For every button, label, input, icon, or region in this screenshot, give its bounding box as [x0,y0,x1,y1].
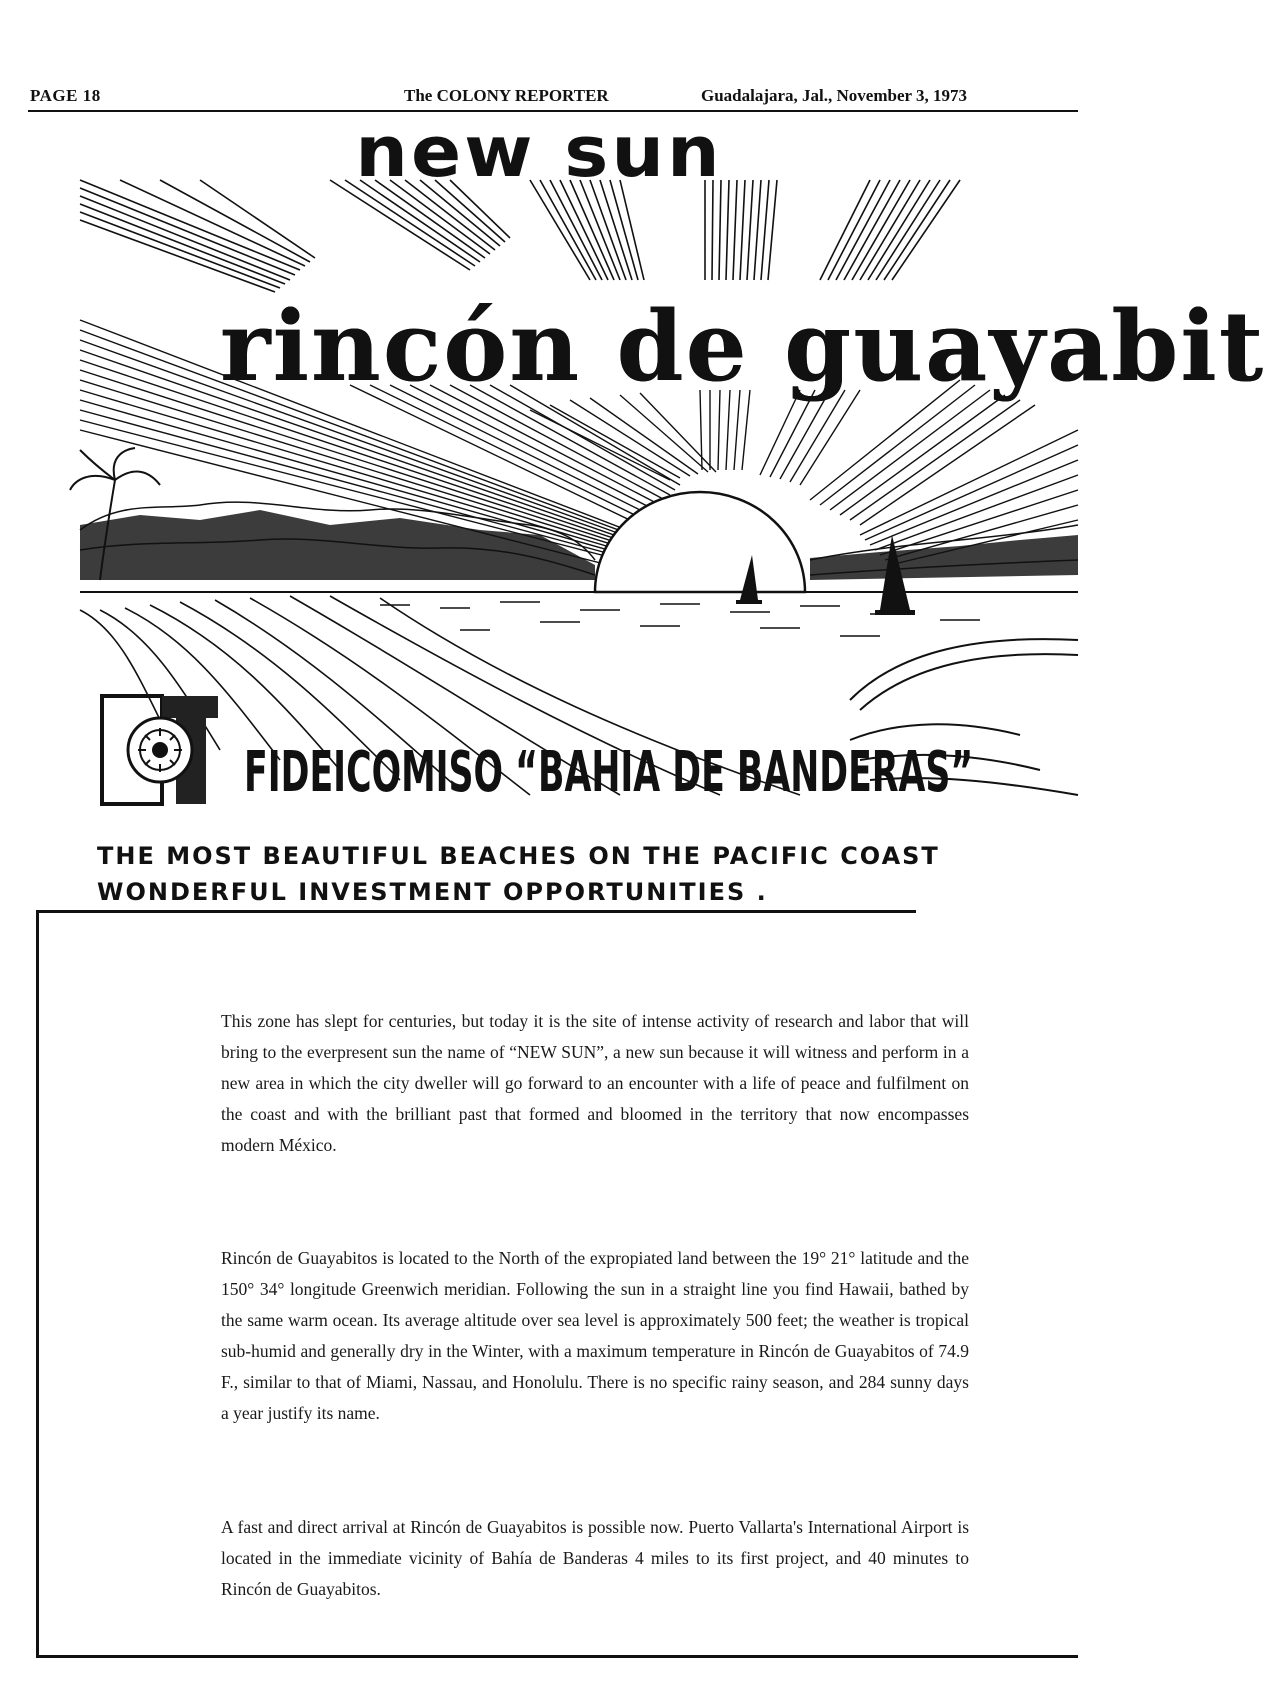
border-left-rule [36,912,39,1656]
ad-title: new sun [355,111,723,193]
article-paragraph: This zone has slept for centuries, but today it is the site of intense activity of research and labor that will bring to the everpresent sun the name of “NEW SUN”, a new sun because it will witness and perform in a new area in which the city dweller will go forward to an encounter with a life of peace and fulfilment on the coast and with the brilliant past that formed and bloomed in the territory that now encompasses modern México. [221,1010,969,1155]
tagline-investment: WONDERFUL INVESTMENT OPPORTUNITIES . [97,878,768,906]
fideicomiso-logo [100,694,220,806]
dateline: Guadalajara, Jal., November 3, 1973 [701,86,968,105]
border-bottom-rule [36,1655,1078,1658]
brand-name: FIDEICOMISO “BAHIA DE BANDERAS” [244,740,974,805]
article-paragraph: Rincón de Guayabitos is located to the North of the expropiated land between the 19° 21° latitude and the 150° 34° longitude Greenwich meridian. Following the sun in a straight line you find Hawaii, bathed by the same warm ocean. Its average altitude over sea level is approximately 500 feet; the weather is tropical sub-humid and generally dry in the Winter, with a maximum temperature in Rincón de Guayabitos of 74.9 F., similar to that of Miami, Nassau, and Honolulu. There is no specific rainy season, and 284 sunny days a year justify its name. [221,1247,969,1423]
ray-bundle [80,180,315,292]
tagline-beaches: THE MOST BEAUTIFUL BEACHES ON THE PACIFIC COAST [97,842,940,870]
page-header [28,84,1078,112]
page-number: PAGE 18 [30,86,101,105]
article-paragraph: A fast and direct arrival at Rincón de Guayabitos is possible now. Puerto Vallarta's International Airport is located in the immediate vicinity of Bahía de Banderas 4 miles to its first project, and 40 minutes to Rincón de Guayabitos. [221,1516,969,1599]
section-rule [36,910,916,913]
newspaper-name: The COLONY REPORTER [404,86,609,105]
sun [595,492,805,592]
ad-script-title: rincón de guayabit [220,290,1265,403]
